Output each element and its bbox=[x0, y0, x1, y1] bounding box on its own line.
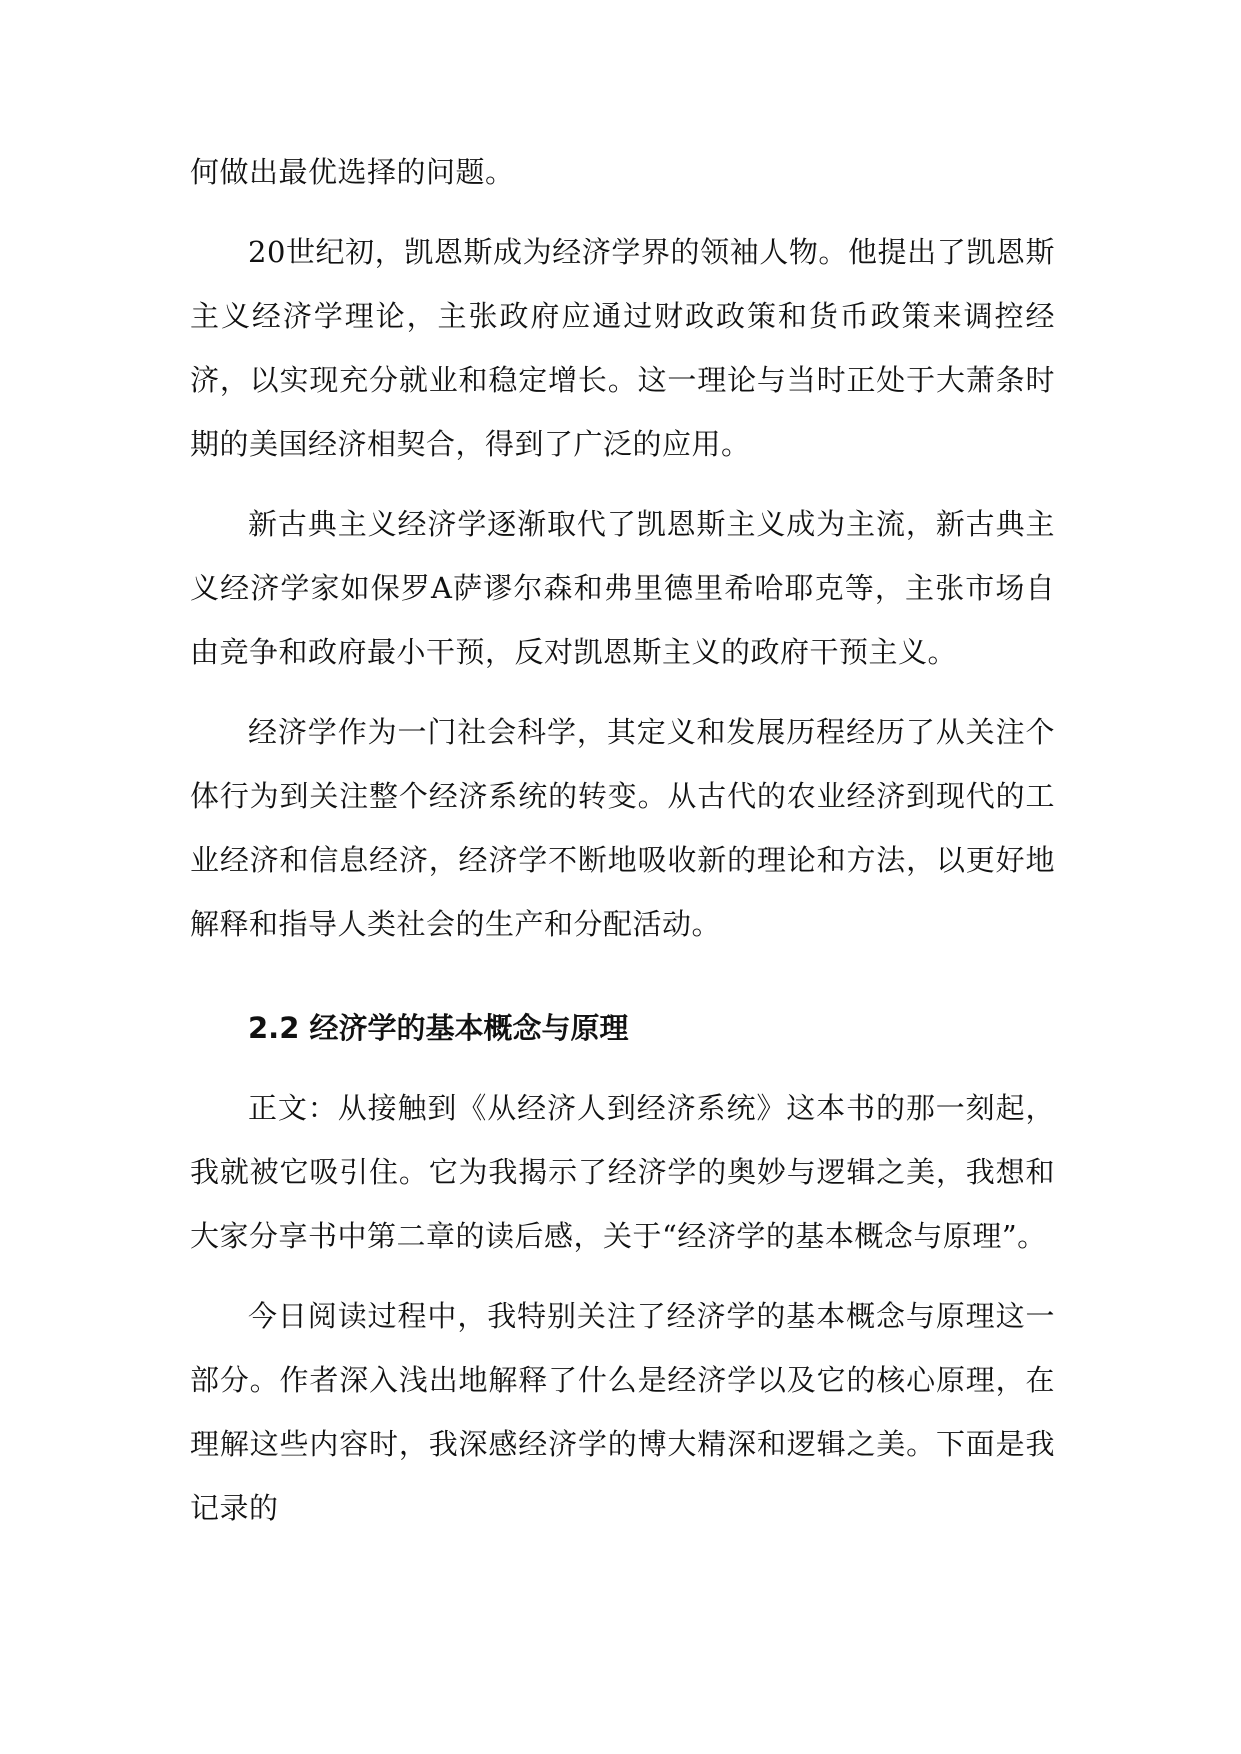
paragraph-keynes: 20世纪初，凯恩斯成为经济学界的领袖人物。他提出了凯恩斯主义经济学理论，主张政府应通过财政政策和货币政策来调控经济，以实现充分就业和稳定增长。这一理论与当时正处于大萧条时期的美国经济相契合，得到了广泛的应用。 bbox=[190, 235, 1055, 461]
section-heading: 2.2 经济学的基本概念与原理 bbox=[248, 1011, 629, 1045]
document-body bbox=[190, 140, 1055, 1540]
paragraph-economics-evolution: 经济学作为一门社会科学，其定义和发展历程经历了从关注个体行为到关注整个经济系统的转变。从古代的农业经济到现代的工业经济和信息经济，经济学不断地吸收新的理论和方法，以更好地解释和指导人类社会的生产和分配活动。 bbox=[190, 715, 1055, 941]
paragraph-neoclassical: 新古典主义经济学逐渐取代了凯恩斯主义成为主流，新古典主义经济学家如保罗A萨谬尔森和弗里德里希哈耶克等，主张市场自由竞争和政府最小干预，反对凯恩斯主义的政府干预主义。 bbox=[190, 507, 1055, 669]
paragraph-book-intro: 正文：从接触到《从经济人到经济系统》这本书的那一刻起，我就被它吸引住。它为我揭示了经济学的奥妙与逻辑之美，我想和大家分享书中第二章的读后感，关于“经济学的基本概念与原理”。 bbox=[190, 1091, 1055, 1253]
paragraph-continuation: 何做出最优选择的问题。 bbox=[190, 155, 515, 189]
paragraph-reading-notes: 今日阅读过程中，我特别关注了经济学的基本概念与原理这一部分。作者深入浅出地解释了什么是经济学以及它的核心原理，在理解这些内容时，我深感经济学的博大精深和逻辑之美。下面是我记录的 bbox=[190, 1299, 1055, 1525]
